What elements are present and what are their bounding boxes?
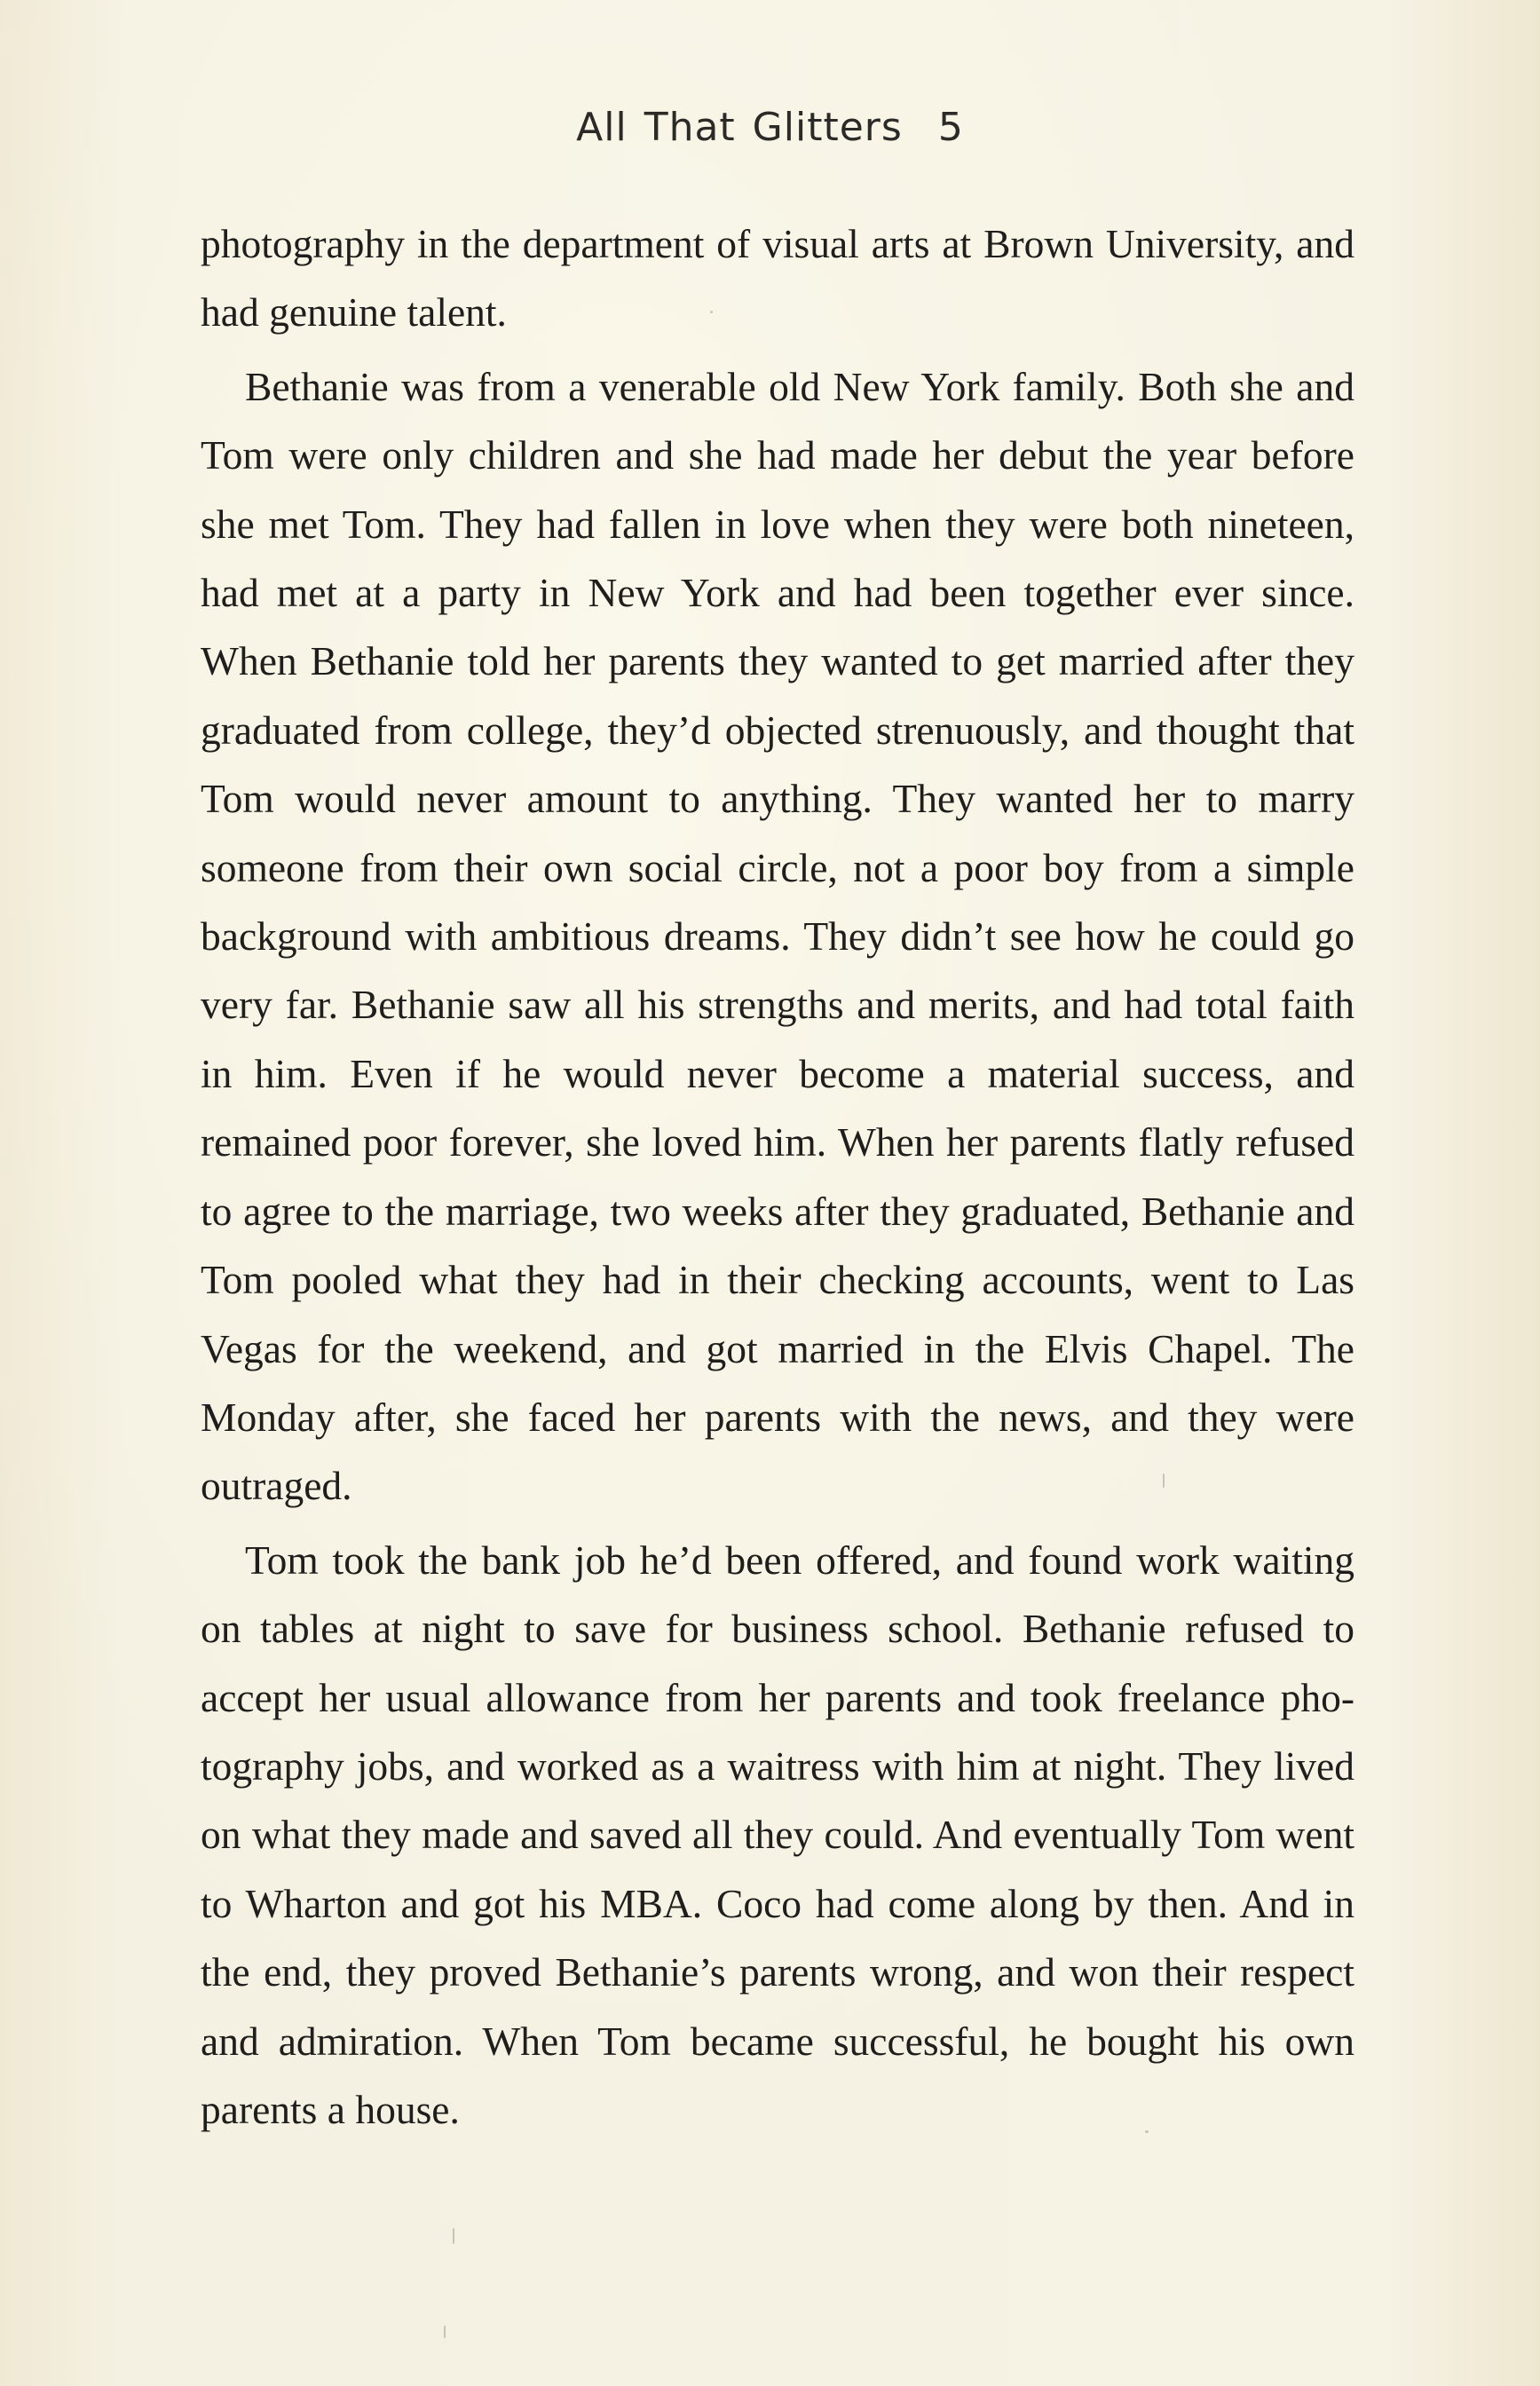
paper-speck [453, 2228, 454, 2244]
book-title: All That Glitters [576, 105, 903, 150]
paragraph: Tom took the bank job he’d been offered, and found work waiting on tables at night to save for business school. Bethanie refused to accept her usual allowance from her parents and took freelance photography jobs, and worked as a waitress with him at night. They lived on what they made and saved all they could. And eventually Tom went to Wharton and got his MBA. Coco had come along by then. And in the end, they proved Bethanie’s parents wrong, and won their respect and admiration. When Tom became successful, he bought his own parents a house. [201, 1537, 1354, 2132]
body-text [201, 209, 1354, 2144]
page-number: 5 [937, 105, 964, 150]
paragraph: Bethanie was from a venerable old New York family. Both she and Tom were only children and she had made her debut the year before she met Tom. They had fallen in love when they were both nineteen, had met at a party in New York and had been together ever since. When Bethanie told her parents they wanted to get married after they graduated from college, they’d objected strenuously, and thought that Tom would never amount to anything. They wanted her to marry someone from their own social circle, not a poor boy from a simple background with ambitious dreams. They didn’t see how he could go very far. Bethanie saw all his strengths and merits, and had total faith in him. Even if he would never become a material success, and remained poor forever, she loved him. When her parents flatly refused to agree to the marriage, two weeks after they graduated, Bethanie and Tom pooled what they had in their checking accounts, went to Las Vegas for the weekend, and got married in the Elvis Chapel. The Monday after, she faced her parents with the news, and they were outraged. [201, 363, 1354, 1509]
paper-speck [444, 2326, 446, 2338]
paper-speck [710, 311, 713, 313]
running-head [0, 105, 1540, 150]
paper-speck [1145, 2130, 1149, 2133]
paragraph-continued: photography in the department of visual arts at Brown University, and had genuine talent. [201, 221, 1354, 336]
paper-speck [1163, 1473, 1165, 1488]
